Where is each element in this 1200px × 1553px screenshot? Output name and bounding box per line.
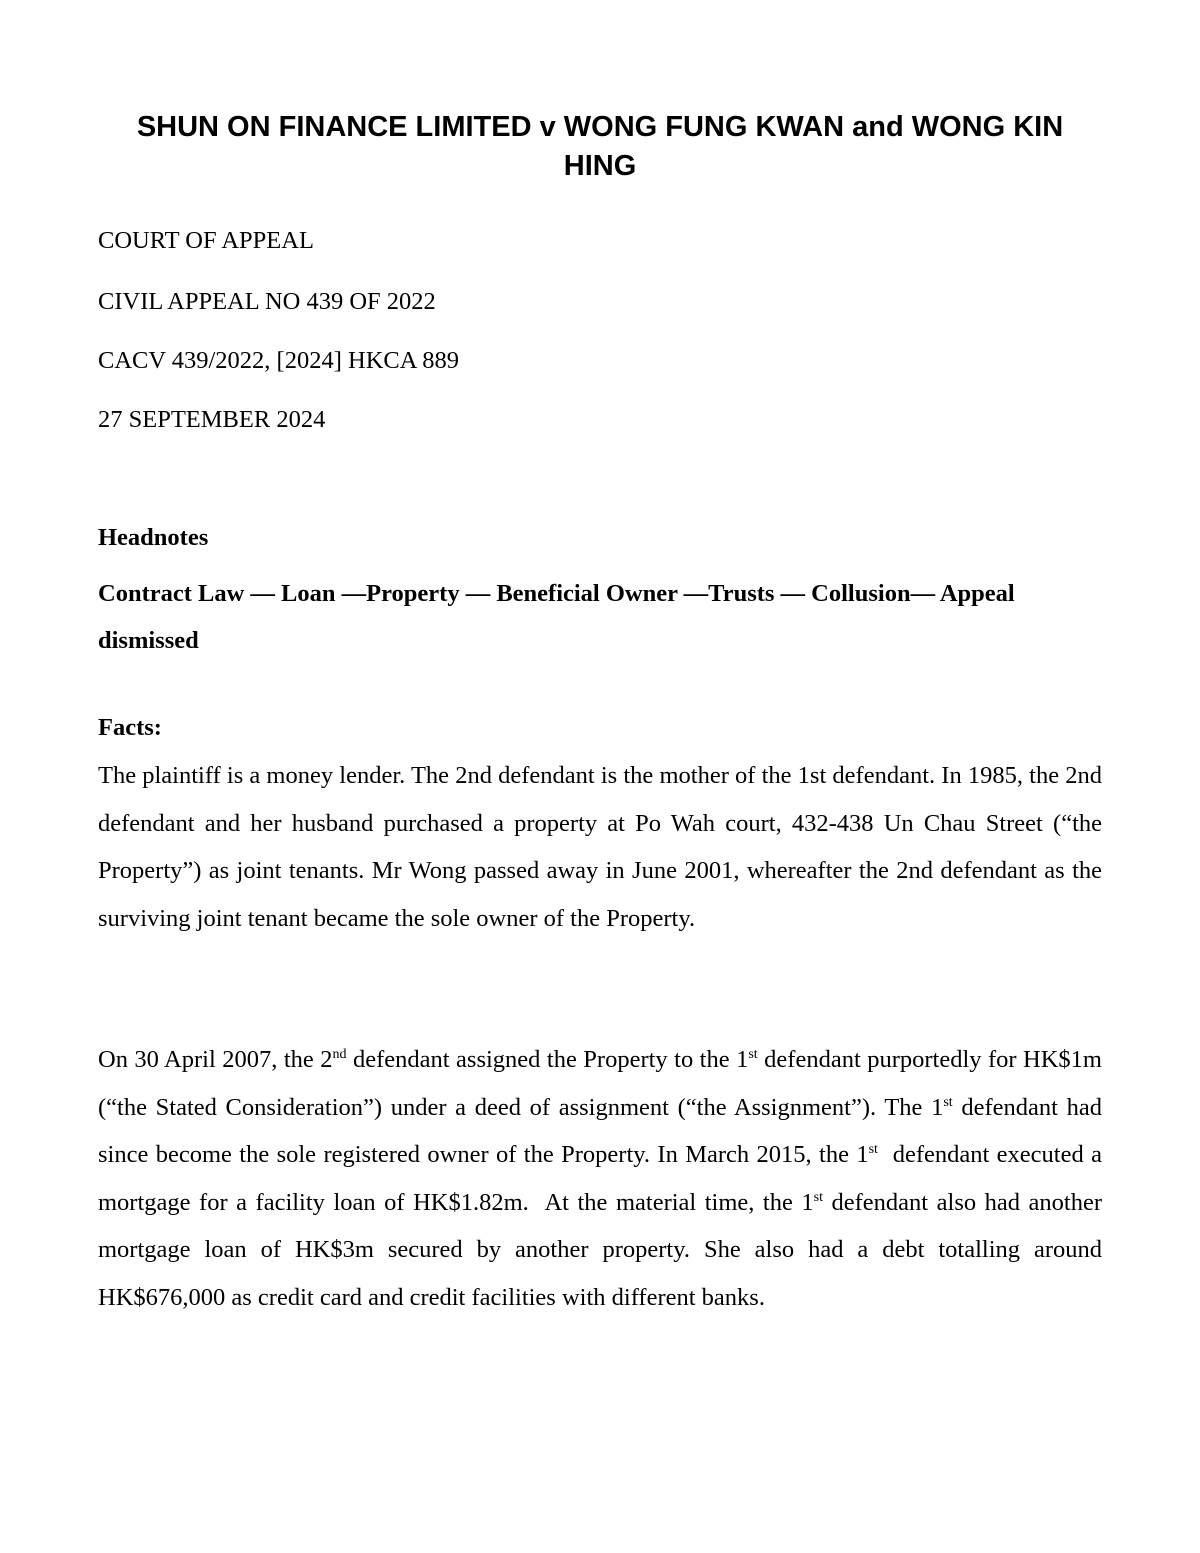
judgment-date: 27 SEPTEMBER 2024 [98, 406, 326, 433]
facts-p2-text: defendant executed a mortgage for a facility loan of HK$1.82m. At the material time, the 1 [98, 1141, 1109, 1216]
facts-heading: Facts: [98, 714, 162, 741]
facts-p2-text: defendant assigned the Property to the 1 [346, 1046, 749, 1073]
facts-p2-text: On 30 April 2007, the 2 [98, 1046, 333, 1073]
facts-paragraph-2 [98, 1036, 1109, 1321]
headnotes-heading: Headnotes [98, 524, 209, 551]
headnotes-topics: Contract Law — Loan —Property — Beneficial Owner —Trusts — Collusion— Appeal dismissed [98, 580, 1015, 654]
document-title: SHUN ON FINANCE LIMITED v WONG FUNG KWAN and WONG KIN HING [136, 111, 1064, 182]
facts-p2-text: defendant purportedly for HK$1m (“the Stated Consideration”) under a deed of assignment (“the Assignment”). The 1 [98, 1046, 1102, 1121]
facts-p2-text: defendant had since become the sole registered owner of the Property. In March 2015, the 1 [98, 1093, 1102, 1168]
case-citation: CACV 439/2022, [2024] HKCA 889 [98, 347, 459, 374]
ordinal-suffix: st [748, 1047, 758, 1062]
ordinal-suffix: nd [332, 1047, 347, 1062]
appeal-number: CIVIL APPEAL NO 439 OF 2022 [98, 288, 436, 315]
ordinal-suffix: st [868, 1142, 878, 1157]
facts-paragraph-1: The plaintiff is a money lender. The 2nd defendant is the mother of the 1st defendant. In 1985, the 2nd defendant and her husband purchased a property at Po Wah court, 432-438 Un Chau Street (“the Property”) as joint tenants. Mr Wong passed away in June 2001, whereafter the 2nd defendant as the surviving joint tenant became the sole owner of the Property. [98, 762, 1102, 932]
ordinal-suffix: st [943, 1094, 953, 1110]
court-name: COURT OF APPEAL [98, 227, 314, 254]
facts-p2-text: defendant also had another mortgage loan of HK$3m secured by another property. She also had a debt totalling around HK$676,000 as credit card and credit facilities with different banks. [98, 1188, 1102, 1311]
ordinal-suffix: st [813, 1189, 823, 1205]
